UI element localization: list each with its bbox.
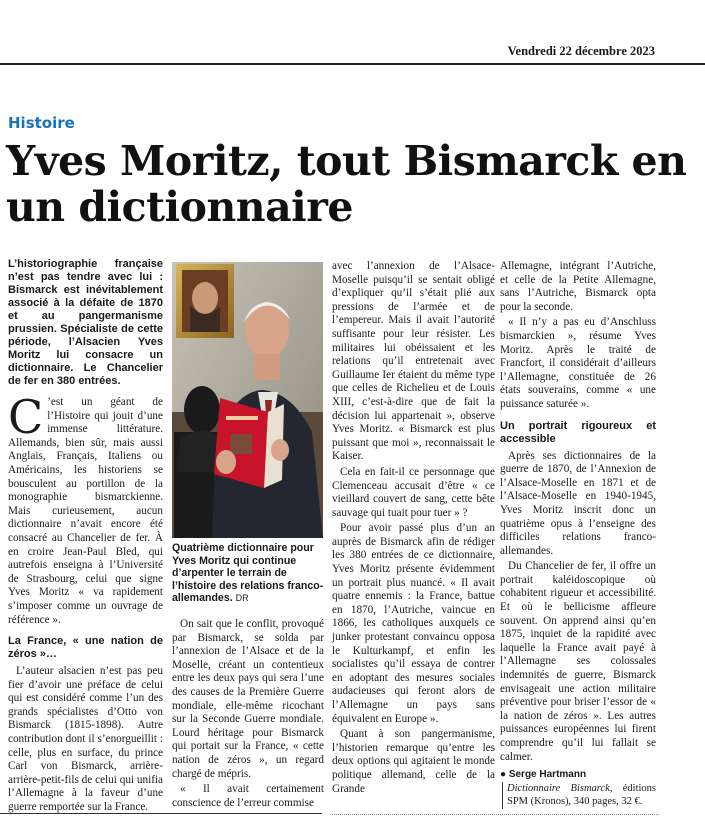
article-column-4 [500, 260, 656, 809]
footer-rule-dotted [332, 814, 659, 815]
article-column-1 [8, 258, 163, 817]
article-chapo: L’historiographie française n’est pas tendre avec lui : Bismarck est inévitablement associé à la défaite de 1870 et au pangermanisme prussien. Spécialiste de cette période, l’Alsacien Yves Moritz lui consacre un dictionnaire. Le Chancelier de fer en 380 entrées. [8, 258, 163, 387]
body-paragraph: avec l’annexion de l’Alsace-Moselle puisqu’il se sentait obligé d’expliquer qu’il s’était plié aux pressions de l’armée et de l’empereur. Mais il avait l’autorité suffisante pour leur résister. Les militaires lui obéissaient et les relations qu’il entretenait avec Guillaume Ier étaient du même type que celles de Richelieu et de Louis XIII, c’est-à-dire que de fait la décision lui appartenait », observe Yves Moritz. « Bismarck est plus puissant que moi », reconnaissait le Kaiser. [332, 260, 495, 463]
photo-caption [172, 542, 324, 605]
body-paragraph: L’auteur alsacien n’est pas peu fier d’avoir une préface de celui qui est considéré comme l’un des grands spécialistes d’Otto von Bismarck (1815-1898). Autre contribution dont il s’enorgueillit : celle, plus en surface, du prince Carl von Bismarck, arrière-arrière-petit-fils de celui qui unifia l’Allemagne à la faveur d’une guerre remportée sur la France. [8, 665, 163, 814]
article-column-2 [172, 618, 324, 812]
article-column-3 [332, 260, 495, 798]
article-headline: Yves Moritz, tout Bismarck en un dictionnaire [6, 137, 687, 231]
body-paragraph: Du Chancelier de fer, il offre un portrait kaléidoscopique où cohabitent rigueur et accessibilité. Et où le bellicisme affleure souvent. On apprend ainsi qu’en 1875, inquiet de la rapidité avec laquelle la France avait payé à l’Allemagne ses colossales indemnités de guerre, Bismarck envisageait une action militaire préventive pour briser l’essor de « la nation de zéros ». Les autres puissances européennes lui firent comprendre qu’il lui fallait se calmer. [500, 560, 656, 763]
book-title: Dictionnaire Bismarck [507, 782, 610, 794]
drop-cap: C [8, 390, 44, 444]
body-paragraph: Quant à son pangermanisme, l’historien remarque qu’entre les deux options qui agitaient le monde politique allemand, celle de la Grande [332, 728, 495, 795]
author-signature: ● Serge Hartmann [500, 769, 587, 781]
author-photo-illustration [172, 262, 323, 538]
footer-rule [0, 813, 322, 814]
body-paragraph: Pour avoir passé plus d’un an auprès de Bismarck afin de rédiger les 380 entrées de ce dictionnaire, Yves Moritz présente évidemment un portrait plus nuancé. « Il avait quatre ennemis : la France, battue en 1870, l’Autriche, vaincue en 1866, les catholiques auxquels ce junker protestant convaincu opposa le Kulturkampf, et enfin les socialistes qu’il essaya de contrer en adoptant des mesures sociales audacieuses qui feront alors de l’Allemagne un pays sans équivalent en Europe ». [332, 522, 495, 725]
author-photo [172, 262, 323, 538]
publication-date: Vendredi 22 décembre 2023 [507, 44, 655, 58]
body-paragraph: Cela en fait-il ce personnage que Clemenceau accusait d’être « ce vieillard couvert de sang, cette bête sauvage qui tuait pour tuer » ? [332, 465, 495, 519]
subheading-nation-de-zeros: La France, « une nation de zéros »… [8, 635, 163, 661]
header-rule [0, 63, 705, 65]
section-rubric: Histoire [8, 114, 75, 132]
body-paragraph: On sait que le conflit, provoqué par Bismarck, se solda par l’annexion de l’Alsace et de la Moselle, créant un contentieux entre les deux pays qui sera l’une des causes de la Première Guerre mondiale, elle-même ricochant sur la Seconde Guerre mondiale. Lourd héritage pour Bismarck qui portait sur la France, « cette nation de zéros », un regard chargé de mépris. [172, 618, 324, 780]
body-paragraph: Après ses dictionnaires de la guerre de 1870, de l’Annexion de l’Alsace-Moselle en 1871 et de l’Alsace-Moselle en 1940-1945, Yves Moritz inscrit donc un quatrième opus à l’enseigne des difficiles relations franco-allemandes. [500, 449, 656, 557]
body-paragraph: Allemagne, intégrant l’Autriche, et celle de la Petite Allemagne, sans l’Autriche, Bismarck opta pour la seconde. [500, 260, 656, 313]
subheading-portrait: Un portrait rigoureux et accessible [500, 419, 656, 445]
caption-text: Quatrième dictionnaire pour Yves Moritz qui continue d’arpenter le terrain de l’histoire des relations franco-allemandes. [172, 542, 324, 605]
book-details: , éditions SPM (Kronos), 340 pages, 32 €. [507, 782, 656, 808]
photo-credit: DR [235, 593, 249, 604]
book-reference [502, 782, 656, 809]
lead-paragraph: C ’est un géant de l’Histoire qui jouit d’une immense littérature. Allemands, bien sûr, mais aussi Anglais, Français, Italiens ou Américains, les historiens se bousculent au portillon de la monographie bismarckienne. Mais curieusement, aucun dictionnaire n’avait encore été consacré au Chancelier de fer. À en croire Jean-Paul Bled, qui autrefois enseigna à l’Université de Strasbourg, celui que signe Yves Moritz « va rapidement s’imposer comme un ouvrage de référence ». [8, 390, 163, 626]
body-paragraph: « Il n’y a pas eu d’Anschluss bismarckien », résume Yves Moritz. Après le traité de Francfort, il considérait d’ailleurs l’Allemagne, constituée de 26 états souverains, comme « une puissance saturée ». [500, 316, 656, 410]
body-paragraph: « Il avait certainement conscience de l’erreur commise [172, 783, 324, 809]
